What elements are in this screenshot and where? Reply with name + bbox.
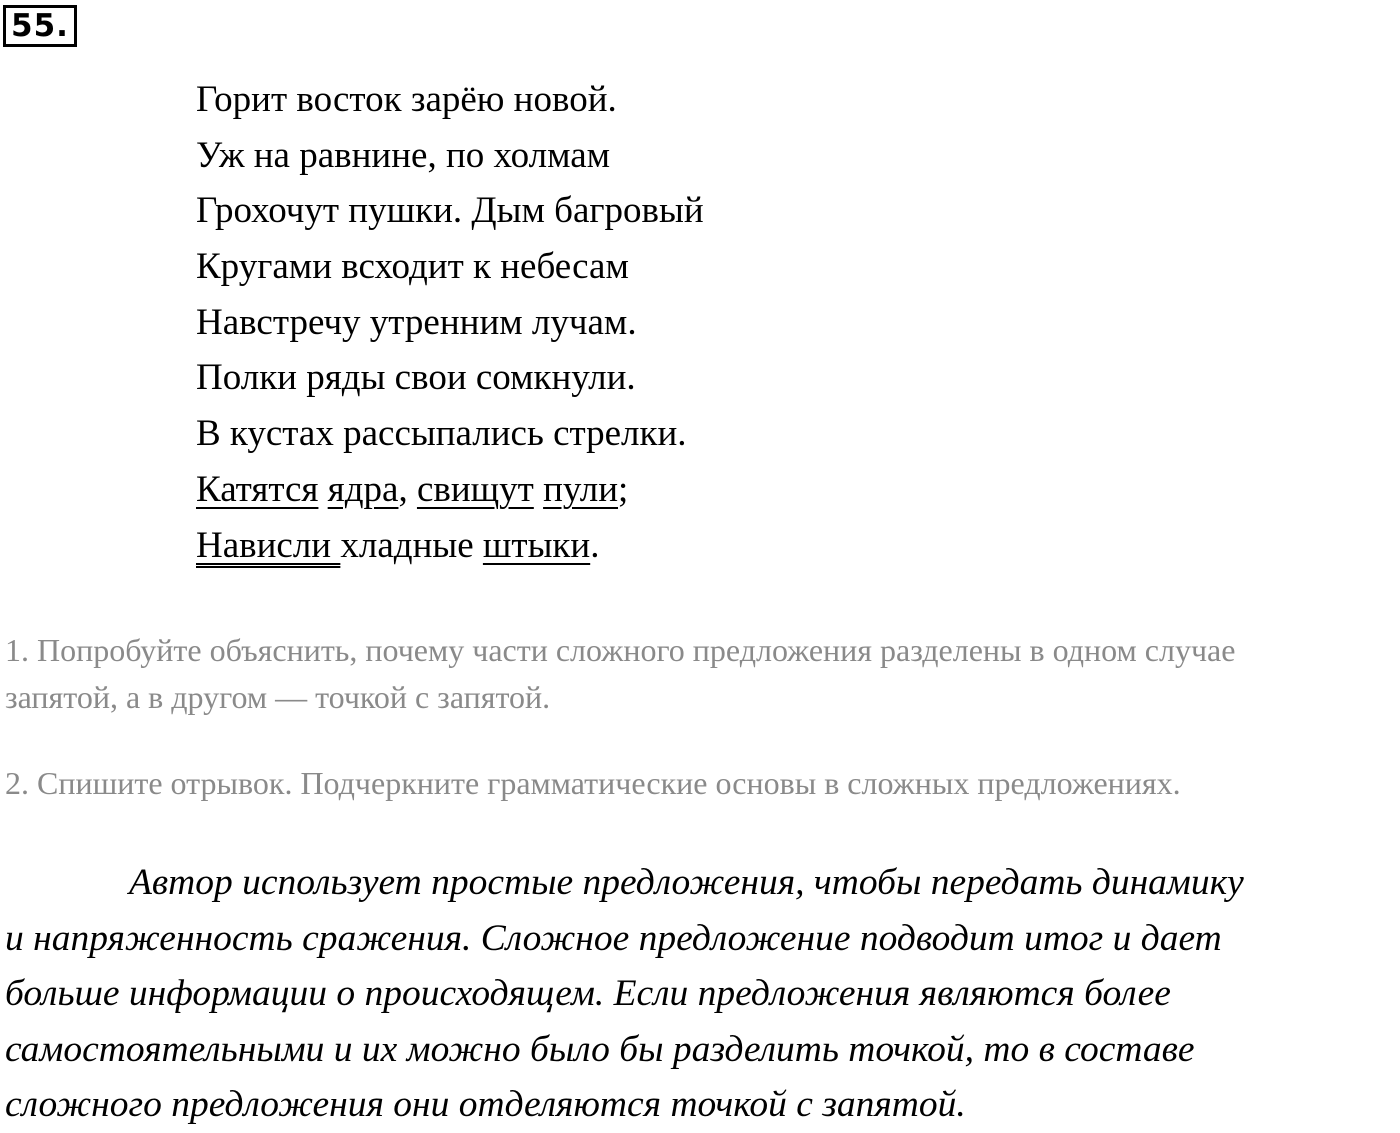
task-2: 2. Спишите отрывок. Подчеркните грамматические основы в сложных предложениях.	[5, 765, 1181, 801]
text-fragment	[534, 469, 543, 510]
answer-text	[5, 855, 1390, 1133]
task-1	[5, 627, 1235, 721]
text-fragment: .	[590, 524, 600, 566]
predicate-underlined: Нависли	[196, 524, 341, 566]
poem	[196, 72, 704, 573]
underlined-word: пули	[543, 468, 619, 510]
poem-line: Навстречу утренним лучам.	[196, 301, 637, 343]
exercise-number: 55.	[3, 5, 77, 47]
poem-line: Полки ряды свои сомкнули.	[196, 357, 636, 399]
underlined-word: ядра	[327, 468, 399, 510]
underlined-word: свищут	[416, 468, 534, 510]
text-fragment	[318, 469, 327, 510]
poem-line-9	[196, 518, 704, 574]
answer-line: сложного предложения они отделяются точкой с запятой.	[5, 1084, 966, 1125]
subject-underlined: штыки	[482, 524, 591, 566]
text-fragment: ,	[398, 468, 417, 510]
task-1-line: 1. Попробуйте объяснить, почему части сложного предложения разделены в одном случае	[5, 632, 1236, 668]
poem-line: Грохочут пушки. Дым багровый	[196, 190, 704, 232]
task-1-line: запятой, а в другом — точкой с запятой.	[5, 679, 551, 715]
poem-line: Уж на равнине, по холмам	[196, 134, 611, 176]
poem-line: Кругами всходит к небесам	[196, 246, 629, 288]
underlined-word: Катятся	[196, 468, 319, 510]
answer-line: больше информации о происходящем. Если предложения являются более	[5, 973, 1171, 1014]
answer-line: Автор использует простые предложения, чтобы передать динамику	[129, 862, 1244, 903]
answer-line: и напряженность сражения. Сложное предложение подводит итог и дает	[5, 917, 1222, 959]
poem-line: Горит восток зарёю новой.	[196, 79, 617, 120]
poem-line-8	[196, 462, 704, 518]
poem-line: В кустах рассыпались стрелки.	[196, 413, 687, 455]
text-fragment: ;	[618, 468, 629, 510]
answer-line: самостоятельными и их можно было бы разделить точкой, то в составе	[5, 1028, 1195, 1070]
text-fragment: хладные	[340, 524, 483, 566]
